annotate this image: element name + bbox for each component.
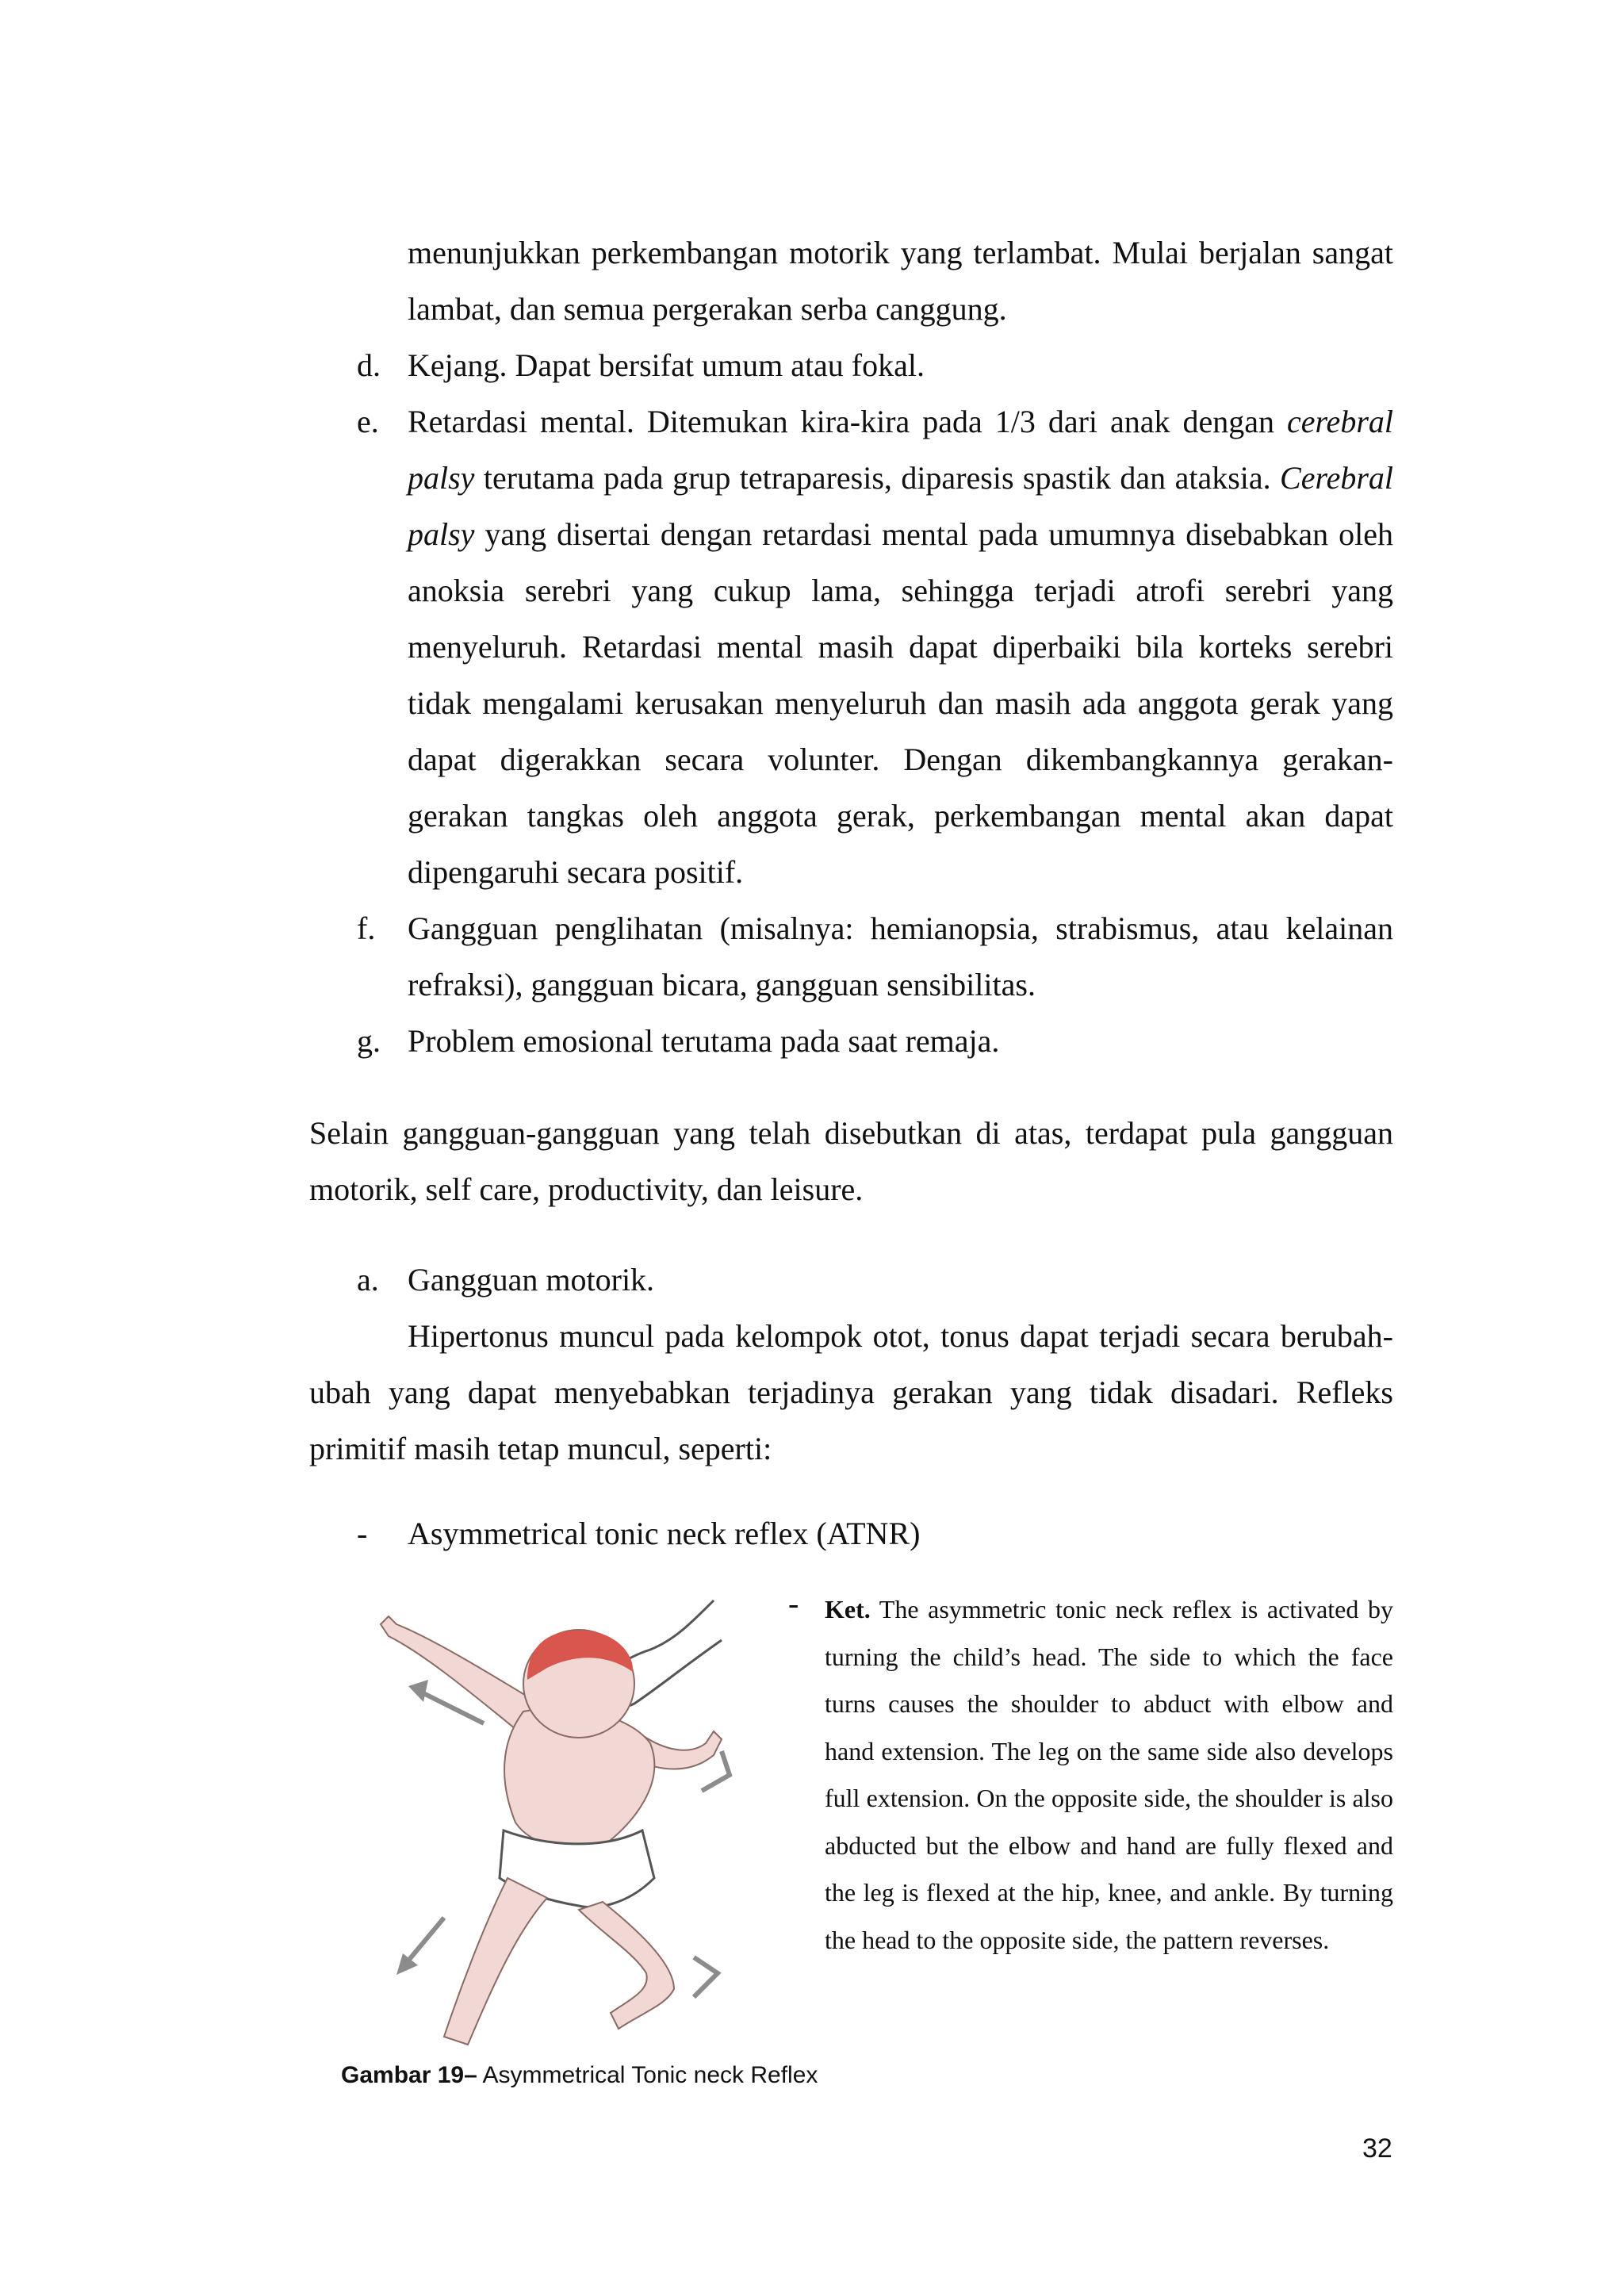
list-item-e xyxy=(309,393,1393,900)
atnr-text: Asymmetrical tonic neck reflex (ATNR) xyxy=(408,1516,921,1551)
list-marker: a. xyxy=(357,1262,379,1297)
intro-paragraph: Selain gangguan-gangguan yang telah disebutkan di atas, terdapat pula gangguan motorik, self care, productivity, dan leisure. xyxy=(309,1115,1393,1207)
list-item-text: Gangguan penglihatan (misalnya: hemianopsia, strabismus, atau kelainan refraksi), gangguan bicara, gangguan sensibilitas. xyxy=(408,910,1393,1002)
italic-term: Cerebral palsy xyxy=(408,460,1393,552)
list-item-text: Retardasi mental. Ditemukan kira-kira pada 1/3 dari anak dengan xyxy=(408,404,1287,439)
figure-caption xyxy=(341,2062,818,2089)
list-marker: g. xyxy=(357,1023,381,1059)
list-item-g xyxy=(309,1013,1393,1069)
list-item-continuation xyxy=(309,224,1393,337)
ket-label: Ket. xyxy=(825,1595,871,1623)
flex-arrow-leg xyxy=(694,1957,718,1997)
arrow-leg xyxy=(404,1918,444,1965)
list-item-d xyxy=(309,337,1393,393)
symptom-list xyxy=(309,224,1393,1069)
atnr-illustration xyxy=(341,1593,801,2054)
motor-heading-text: Gangguan motorik. xyxy=(408,1262,655,1297)
atnr-item xyxy=(309,1505,1393,1562)
infant-reflex-drawing xyxy=(341,1593,801,2054)
arrow-head xyxy=(408,1680,428,1702)
list-marker: d. xyxy=(357,347,381,383)
figure-description xyxy=(788,1585,1393,1964)
ket-text: The asymmetric tonic neck reflex is activated by turning the child’s head. The side to which the face turns causes the shoulder to abduct with elbow and hand extension. The leg on the same side also develops full extension. On the opposite side, the shoulder is also abducted but the elbow and hand are fully flexed and the leg is flexed at the hip, knee, and ankle. By turning the head to the opposite side, the pattern reverses. xyxy=(825,1595,1393,1954)
caption-text: Asymmetrical Tonic neck Reflex xyxy=(477,2062,818,2088)
motor-paragraph: Hipertonus muncul pada kelompok otot, tonus dapat terjadi secara berubah-ubah yang dapat menyebabkan terjadinya gerakan yang tidak disadari. Refleks primitif masih tetap muncul, seperti: xyxy=(309,1318,1393,1466)
motor-heading xyxy=(309,1251,1393,1308)
extended-leg xyxy=(444,1878,547,2045)
italic-term: cerebral palsy xyxy=(408,404,1393,496)
extended-arm xyxy=(381,1616,539,1735)
list-item-f xyxy=(309,900,1393,1013)
caption-label: Gambar 19– xyxy=(341,2062,477,2088)
dash-marker: - xyxy=(357,1516,368,1551)
list-item-text: menunjukkan perkembangan motorik yang terlambat. Mulai berjalan sangat lambat, dan semua pergerakan serba canggung. xyxy=(408,235,1393,327)
motor-section xyxy=(309,1251,1393,1477)
list-item-text: terutama pada grup tetraparesis, diparesis spastik dan ataksia. xyxy=(474,460,1281,496)
list-marker: f. xyxy=(357,910,376,946)
list-item-text: Problem emosional terutama pada saat remaja. xyxy=(408,1023,1000,1059)
list-item-text: yang disertai dengan retardasi mental pada umumnya disebabkan oleh anoksia serebri yang cukup lama, sehingga terjadi atrofi serebri yang menyeluruh. Retardasi mental masih dapat diperbaiki bila korteks serebri tidak mengalami kerusakan menyeluruh dan masih ada anggota gerak yang dapat digerakkan secara volunter. Dengan dikembangkannya gerakan-gerakan tangkas oleh anggota gerak, perkembangan mental akan dapat dipengaruhi secara positif. xyxy=(408,516,1393,890)
list-marker: e. xyxy=(357,404,379,439)
page-number: 32 xyxy=(1362,2133,1392,2164)
dash-marker: - xyxy=(788,1585,799,1621)
flexed-leg xyxy=(579,1902,674,2029)
list-item-text: Kejang. Dapat bersifat umum atau fokal. xyxy=(408,347,925,383)
